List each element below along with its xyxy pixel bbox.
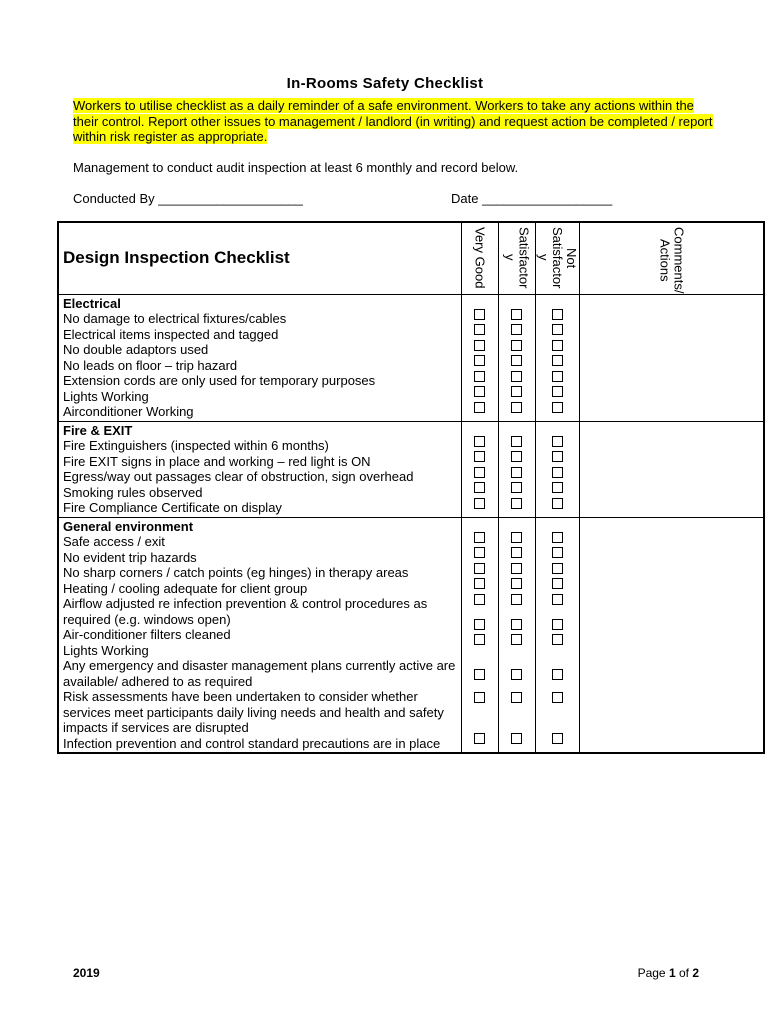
section-row <box>58 421 764 517</box>
section-row <box>58 517 764 753</box>
checkbox[interactable] <box>552 634 563 645</box>
checklist-item: Airconditioner Working <box>63 404 194 419</box>
checkbox[interactable] <box>511 692 522 703</box>
checkbox[interactable] <box>474 451 485 462</box>
checkbox[interactable] <box>474 436 485 447</box>
table-heading: Design Inspection Checklist <box>58 222 461 294</box>
section-items <box>58 517 461 753</box>
checkbox[interactable] <box>511 482 522 493</box>
table-header-row <box>58 222 764 294</box>
checklist-item: Lights Working <box>63 642 149 658</box>
checklist-item: Extension cords are only used for temporary purposes <box>63 373 376 388</box>
checklist-item: No damage to electrical fixtures/cables <box>63 311 287 326</box>
checkbox[interactable] <box>474 482 485 493</box>
checklist-item: No double adaptors used <box>63 342 209 357</box>
checkbox[interactable] <box>511 619 522 630</box>
checkbox[interactable] <box>552 467 563 478</box>
intro-text <box>73 98 713 145</box>
section-title: Electrical <box>63 295 121 311</box>
comments-cell[interactable] <box>579 421 764 517</box>
checkbox-column-very-good <box>461 294 498 421</box>
checkbox[interactable] <box>511 669 522 680</box>
management-note: Management to conduct audit inspection at least 6 monthly and record below. <box>73 160 519 175</box>
checklist-item: Air-conditioner filters cleaned <box>63 627 231 642</box>
checklist-item: Electrical items inspected and tagged <box>63 326 279 342</box>
checkbox[interactable] <box>474 594 485 605</box>
checkbox[interactable] <box>511 355 522 366</box>
checkbox-column-satisfactory <box>498 421 535 517</box>
conducted-by-field[interactable]: Conducted By ____________________ <box>73 191 303 206</box>
checkbox[interactable] <box>552 733 563 744</box>
checkbox[interactable] <box>511 532 522 543</box>
checkbox[interactable] <box>511 451 522 462</box>
checkbox[interactable] <box>511 578 522 589</box>
checkbox[interactable] <box>552 386 563 397</box>
checkbox[interactable] <box>511 634 522 645</box>
checkbox[interactable] <box>552 309 563 320</box>
checklist-item: Risk assessments have been undertaken to consider whether services meet participants daily living needs and health and safety impacts if services are disrupted <box>63 689 444 735</box>
checklist-item: Fire EXIT signs in place and working – red light is ON <box>63 453 371 469</box>
checklist-item: No sharp corners / catch points (eg hinges) in therapy areas <box>63 565 409 580</box>
comments-cell[interactable] <box>579 517 764 753</box>
checkbox-column-not-satisfactory <box>535 421 579 517</box>
checkbox[interactable] <box>552 692 563 703</box>
checklist-item: No leads on floor – trip hazard <box>63 357 238 373</box>
section-items <box>58 421 461 517</box>
intro-highlight: Workers to utilise checklist as a daily reminder of a safe environment. Workers to take any actions within the their control. Report other issues to management / landlord (in writing) and request action be completed / report within risk register as appropriate. <box>73 98 713 144</box>
checkbox[interactable] <box>474 692 485 703</box>
checkbox[interactable] <box>511 733 522 744</box>
checkbox[interactable] <box>474 669 485 680</box>
checkbox[interactable] <box>511 371 522 382</box>
column-not-satisfactory: Not Satisfactor y <box>535 222 579 294</box>
checkbox[interactable] <box>552 355 563 366</box>
checkbox[interactable] <box>474 355 485 366</box>
checklist-item: Heating / cooling adequate for client group <box>63 580 308 596</box>
footer-page-number: Page 1 of 2 <box>637 966 699 980</box>
checkbox[interactable] <box>511 340 522 351</box>
checkbox-column-very-good <box>461 421 498 517</box>
checkbox-column-very-good <box>461 517 498 753</box>
checkbox-column-satisfactory <box>498 294 535 421</box>
checkbox[interactable] <box>552 669 563 680</box>
column-comments: Comments/ Actions <box>579 222 764 294</box>
section-row <box>58 294 764 421</box>
column-very-good: Very Good <box>461 222 498 294</box>
checkbox[interactable] <box>474 547 485 558</box>
checklist-item: Egress/way out passages clear of obstruction, sign overhead <box>63 469 414 484</box>
checkbox[interactable] <box>511 309 522 320</box>
checkbox[interactable] <box>474 467 485 478</box>
checklist-item: Smoking rules observed <box>63 484 203 500</box>
checkbox[interactable] <box>474 532 485 543</box>
section-title: General environment <box>63 518 194 534</box>
checkbox[interactable] <box>474 340 485 351</box>
section-title: Fire & EXIT <box>63 422 133 438</box>
checkbox[interactable] <box>474 371 485 382</box>
checkbox[interactable] <box>552 436 563 447</box>
checkbox[interactable] <box>474 563 485 574</box>
checklist-item: Infection prevention and control standard precautions are in place <box>63 735 441 751</box>
footer-year: 2019 <box>73 966 100 980</box>
checkbox[interactable] <box>552 547 563 558</box>
checklist-item: Safe access / exit <box>63 534 165 549</box>
checkbox[interactable] <box>511 467 522 478</box>
checkbox[interactable] <box>511 402 522 413</box>
checkbox[interactable] <box>474 498 485 509</box>
checklist-table <box>57 221 765 754</box>
checkbox[interactable] <box>552 594 563 605</box>
checkbox[interactable] <box>552 563 563 574</box>
checkbox-column-not-satisfactory <box>535 517 579 753</box>
checkbox[interactable] <box>552 482 563 493</box>
checkbox-column-not-satisfactory <box>535 294 579 421</box>
checkbox[interactable] <box>511 594 522 605</box>
checklist-item: No evident trip hazards <box>63 549 197 565</box>
checklist-item: Fire Compliance Certificate on display <box>63 500 282 515</box>
checkbox[interactable] <box>552 402 563 413</box>
checkbox[interactable] <box>552 451 563 462</box>
page-title: In-Rooms Safety Checklist <box>286 75 484 92</box>
checklist-item: Airflow adjusted re infection prevention & control procedures as required (e.g. windows open) <box>63 596 428 627</box>
checkbox[interactable] <box>552 371 563 382</box>
comments-cell[interactable] <box>579 294 764 421</box>
checkbox[interactable] <box>474 324 485 335</box>
checkbox[interactable] <box>474 402 485 413</box>
column-satisfactory: Satisfactor y <box>498 222 535 294</box>
checkbox[interactable] <box>552 619 563 630</box>
checkbox[interactable] <box>511 436 522 447</box>
checklist-item: Fire Extinguishers (inspected within 6 months) <box>63 438 329 453</box>
checkbox[interactable] <box>474 634 485 645</box>
checkbox[interactable] <box>511 498 522 509</box>
checkbox[interactable] <box>511 386 522 397</box>
checkbox[interactable] <box>511 563 522 574</box>
checkbox[interactable] <box>474 578 485 589</box>
checkbox[interactable] <box>552 578 563 589</box>
checkbox[interactable] <box>552 324 563 335</box>
checkbox[interactable] <box>511 324 522 335</box>
checklist-item: Lights Working <box>63 388 149 404</box>
checkbox[interactable] <box>474 309 485 320</box>
checkbox-column-satisfactory <box>498 517 535 753</box>
checkbox[interactable] <box>474 386 485 397</box>
date-field[interactable]: Date __________________ <box>451 191 613 206</box>
checkbox[interactable] <box>474 619 485 630</box>
section-items <box>58 294 461 421</box>
checkbox[interactable] <box>474 733 485 744</box>
checkbox[interactable] <box>552 532 563 543</box>
checklist-item: Any emergency and disaster management plans currently active are available/ adhered to as required <box>63 658 456 689</box>
checkbox[interactable] <box>552 498 563 509</box>
checkbox[interactable] <box>511 547 522 558</box>
checkbox[interactable] <box>552 340 563 351</box>
